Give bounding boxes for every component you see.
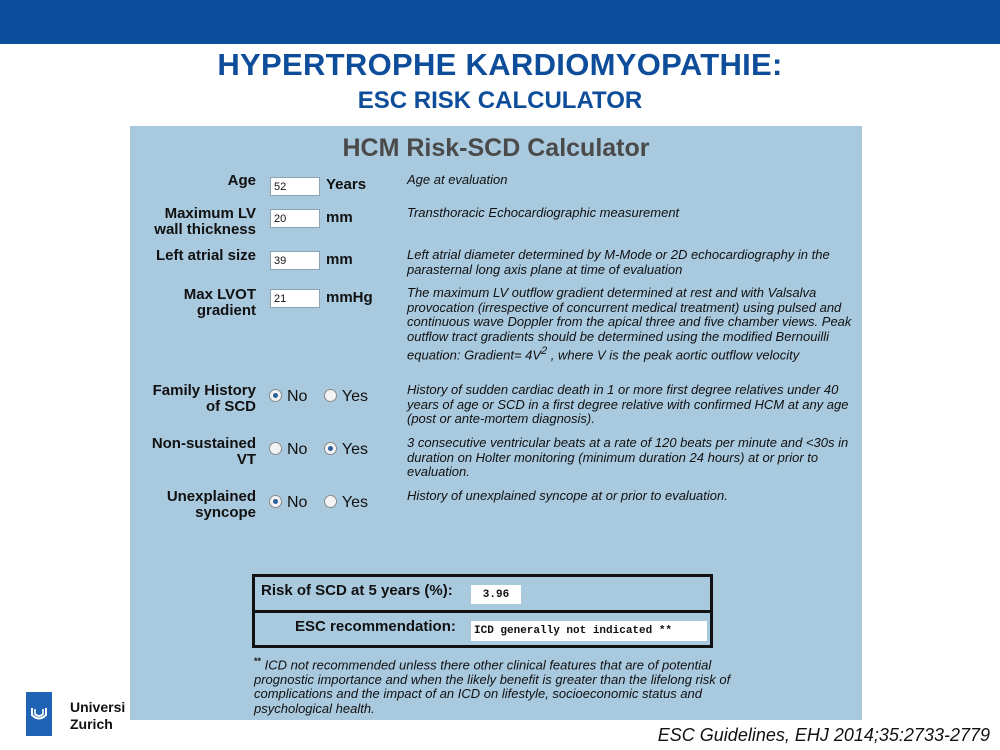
recommendation-value: ICD generally not indicated ** (471, 621, 707, 641)
nsvt-no-label[interactable]: No (287, 441, 308, 458)
family-history-radio-group (269, 388, 368, 406)
syncope-radio-group (269, 494, 368, 512)
top-bar (0, 0, 1000, 44)
syncope-description: History of unexplained syncope at or prior to evaluation. (407, 488, 728, 503)
lvot-label-line1: Max LVOT (183, 286, 256, 303)
syncope-label-line1: Unexplained (166, 488, 256, 505)
family-history-label-line1: Family History (152, 382, 256, 399)
footnote-mark: ** (254, 656, 262, 666)
age-label: Age (227, 172, 256, 189)
family-history-no-radio[interactable] (269, 389, 282, 402)
nsvt-description: 3 consecutive ventricular beats at a rate of 120 beats per minute and <30s in duration on Holter monitoring (minimum duration 24 hours) at or prior to evaluation. (407, 435, 849, 479)
family-history-description: History of sudden cardiac death in 1 or more first degree relatives under 40 years of age or SCD in a first degree relative with confirmed HCM at any age (post or ante-mortem diagnosis). (407, 382, 849, 426)
nsvt-label-line1: Non-sustained (151, 435, 256, 452)
left-atrial-description: Left atrial diameter determined by M-Mode or 2D echocardiography in the parasternal long axis plane at time of evaluation (407, 247, 830, 277)
syncope-no-label[interactable]: No (287, 494, 308, 511)
age-input[interactable]: 52 (270, 177, 320, 196)
syncope-label (130, 489, 256, 521)
university-logo-icon (26, 692, 52, 736)
footnote (254, 654, 734, 716)
lv-wall-label (130, 206, 256, 238)
left-atrial-input[interactable]: 39 (270, 251, 320, 270)
lvot-description-text: The maximum LV outflow gradient determined at rest and with Valsalva provocation (irrespective of concurrent medical treatment) using pulsed and continuous wave Doppler from the apical three and five chamber views. Peak outflow tract gradients should be determined using the modified Bernouilli equation: Gradient= 4V (407, 285, 852, 363)
calculator-title: HCM Risk-SCD Calculator (342, 134, 650, 162)
slide-subtitle: ESC RISK CALCULATOR (357, 87, 643, 114)
lv-wall-label-line2: wall thickness (154, 221, 256, 238)
university-name-line1: Universi (70, 699, 126, 715)
lv-wall-description: Transthoracic Echocardiographic measurement (407, 205, 680, 220)
syncope-label-line2: syncope (195, 504, 256, 521)
nsvt-no-radio[interactable] (269, 442, 282, 455)
university-name (70, 699, 125, 733)
footnote-text: ICD not recommended unless there other clinical features that are of potential prognostic importance and when the likely benefit is greater than the lifelong risk of complications and the impact of an ICD on lifestyle, socioeconomic status and psychological health. (254, 657, 731, 716)
nsvt-label-line2: VT (236, 451, 256, 468)
nsvt-radio-group (269, 441, 368, 459)
lv-wall-input[interactable]: 20 (270, 209, 320, 228)
result-box (252, 574, 713, 648)
left-atrial-unit: mm (326, 251, 353, 268)
age-unit: Years (326, 176, 367, 193)
lv-wall-unit: mm (326, 209, 353, 226)
citation: ESC Guidelines, EHJ 2014;35:2733-2779 (657, 725, 990, 745)
nsvt-label (130, 436, 256, 468)
lv-wall-label-line1: Maximum LV (164, 205, 256, 222)
slide-title: HYPERTROPHE KARDIOMYOPATHIE: (217, 47, 783, 82)
family-history-label-line2: of SCD (206, 398, 256, 415)
recommendation-label: ESC recommendation: (295, 618, 456, 635)
age-description: Age at evaluation (407, 172, 508, 187)
syncope-no-radio[interactable] (269, 495, 282, 508)
family-history-yes-label[interactable]: Yes (341, 388, 369, 405)
university-name-line2: Zurich (70, 716, 113, 732)
left-atrial-label: Left atrial size (155, 247, 256, 264)
syncope-yes-label[interactable]: Yes (341, 494, 369, 511)
lvot-description-text-end: , where V is the peak aortic outflow velocity (547, 347, 800, 363)
syncope-yes-radio[interactable] (324, 495, 337, 508)
lvot-input[interactable]: 21 (270, 289, 320, 308)
lvot-description-sup: 2 (541, 345, 548, 357)
lvot-description (407, 286, 859, 363)
lvot-unit: mmHg (326, 289, 373, 306)
result-divider (255, 610, 710, 613)
nsvt-yes-radio[interactable] (324, 442, 337, 455)
family-history-no-label[interactable]: No (287, 388, 308, 405)
nsvt-yes-label[interactable]: Yes (341, 441, 369, 458)
family-history-label (130, 383, 256, 415)
lvot-label (130, 287, 256, 319)
risk-value: 3.96 (471, 585, 521, 604)
lvot-label-line2: gradient (196, 302, 256, 319)
calculator-panel (130, 126, 862, 720)
family-history-yes-radio[interactable] (324, 389, 337, 402)
risk-label: Risk of SCD at 5 years (%): (261, 582, 453, 599)
